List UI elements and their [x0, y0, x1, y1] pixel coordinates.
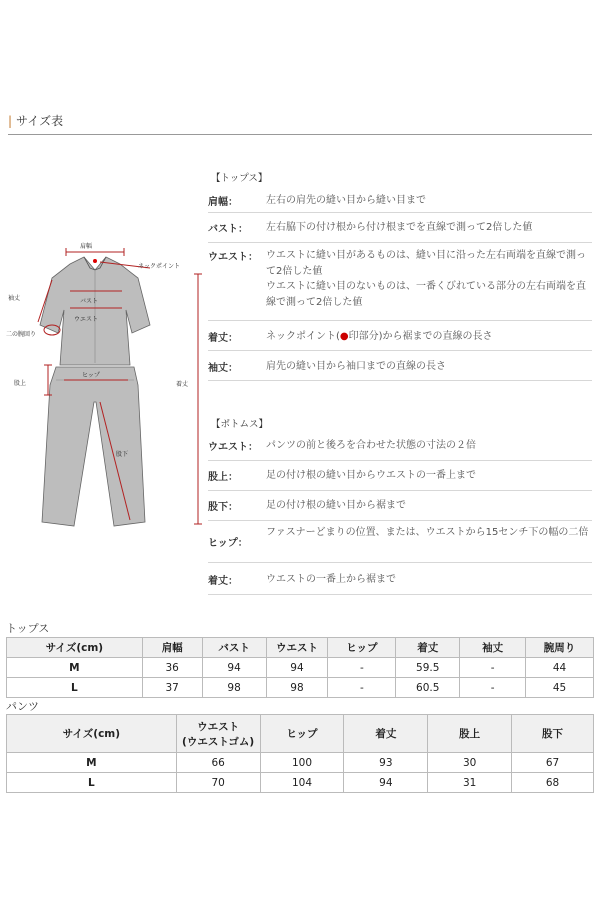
- label-shoulder: 肩幅: [80, 243, 93, 250]
- table-cell: 67: [512, 753, 594, 773]
- table-cell: -: [328, 658, 396, 678]
- tops-heading: 【トップス】: [211, 173, 268, 184]
- table-header-row: [7, 638, 594, 658]
- red-dot-icon: ●: [339, 331, 349, 342]
- title-divider: [8, 134, 592, 135]
- column-header: 肩幅: [142, 638, 202, 658]
- column-header: 着丈: [396, 638, 460, 658]
- tops-def-bust: バスト： 左右脇下の付け根から付け根までを直線で測って2倍した値: [208, 212, 592, 243]
- table-cell: L: [7, 678, 143, 698]
- column-header: 股上: [428, 715, 512, 753]
- tops-def-sleeve: 袖丈： 肩先の縫い目から袖口までの直線の長さ: [208, 350, 592, 381]
- tops-def-shoulder: 肩幅： 左右の肩先の縫い目から縫い目まで: [208, 188, 592, 213]
- table-cell: 94: [344, 773, 428, 793]
- column-header: ヒップ: [328, 638, 396, 658]
- table-cell: 68: [512, 773, 594, 793]
- measurement-diagram: [0, 140, 210, 540]
- column-header: サイズ(cm): [7, 715, 177, 753]
- column-header: ヒップ: [260, 715, 344, 753]
- table-cell: 70: [176, 773, 260, 793]
- table-cell: 59.5: [396, 658, 460, 678]
- bottoms-def-hip: ヒップ： ファスナーどまりの位置、または、ウエストから15センチ下の幅の二倍: [208, 520, 592, 563]
- table-row: [7, 678, 594, 698]
- table-cell: 60.5: [396, 678, 460, 698]
- label-length: 着丈: [176, 381, 189, 388]
- tops-def-waist: ウエスト： ウエストに縫い目があるものは、縫い目に沿った左右両端を直線で測って2倍した値 ウエストに縫い目のないものは、一番くびれている部分の左右両端を直線で測って2倍した値: [208, 242, 592, 321]
- tops-size-table: [6, 637, 594, 698]
- table-cell: M: [7, 753, 177, 773]
- column-header: 股下: [512, 715, 594, 753]
- table-row: [7, 753, 594, 773]
- bottoms-heading: 【ボトムス】: [211, 419, 269, 430]
- table-cell: 100: [260, 753, 344, 773]
- table-cell: -: [460, 658, 526, 678]
- column-header: 腕周り: [526, 638, 594, 658]
- neck-point-marker: [93, 259, 97, 263]
- column-header: 袖丈: [460, 638, 526, 658]
- label-waist: ウエスト: [74, 316, 99, 323]
- bottoms-def-inseam: 股下： 足の付け根の縫い目から裾まで: [208, 490, 592, 521]
- table-cell: 36: [142, 658, 202, 678]
- label-hip: ヒップ: [82, 372, 100, 379]
- bottoms-def-rise: 股上： 足の付け根の縫い目からウエストの一番上まで: [208, 460, 592, 491]
- label-sleeve-length: 袖丈: [8, 295, 21, 302]
- table-cell: L: [7, 773, 177, 793]
- table-cell: 104: [260, 773, 344, 793]
- table-cell: M: [7, 658, 143, 678]
- table-cell: 93: [344, 753, 428, 773]
- column-header: ウエスト (ウエストゴム): [176, 715, 260, 753]
- table-cell: 98: [202, 678, 266, 698]
- table-cell: 66: [176, 753, 260, 773]
- table-cell: 94: [266, 658, 328, 678]
- table-cell: 31: [428, 773, 512, 793]
- label-neck-point: ネックポイント: [138, 263, 181, 270]
- table-cell: 98: [266, 678, 328, 698]
- table-cell: -: [328, 678, 396, 698]
- column-header: ウエスト: [266, 638, 328, 658]
- table-cell: -: [460, 678, 526, 698]
- label-inseam: 股下: [116, 451, 129, 458]
- label-rise: 股上: [14, 380, 27, 387]
- table-cell: 45: [526, 678, 594, 698]
- table-cell: 94: [202, 658, 266, 678]
- bottoms-def-waist: ウエスト： パンツの前と後ろを合わせた状態の寸法の２倍: [208, 432, 592, 461]
- pants-size-table: [6, 714, 594, 793]
- label-bust: バスト: [80, 298, 99, 305]
- tops-def-length: 着丈： ネックポイント(●印部分)から裾までの直線の長さ: [208, 320, 592, 351]
- column-header: バスト: [202, 638, 266, 658]
- table-cell: 44: [526, 658, 594, 678]
- table-header-row: [7, 715, 594, 753]
- column-header: サイズ(cm): [7, 638, 143, 658]
- table-row: [7, 773, 594, 793]
- tops-table-label: トップス: [6, 622, 50, 635]
- column-header: 着丈: [344, 715, 428, 753]
- table-cell: 37: [142, 678, 202, 698]
- section-title-text: サイズ表: [16, 114, 64, 128]
- label-armhole: 二の腕回り: [6, 331, 37, 338]
- table-cell: 30: [428, 753, 512, 773]
- section-title: | サイズ表: [8, 114, 64, 128]
- bottoms-def-length: 着丈： ウエストの一番上から裾まで: [208, 562, 592, 595]
- table-row: [7, 658, 594, 678]
- pants-table-label: パンツ: [6, 700, 39, 713]
